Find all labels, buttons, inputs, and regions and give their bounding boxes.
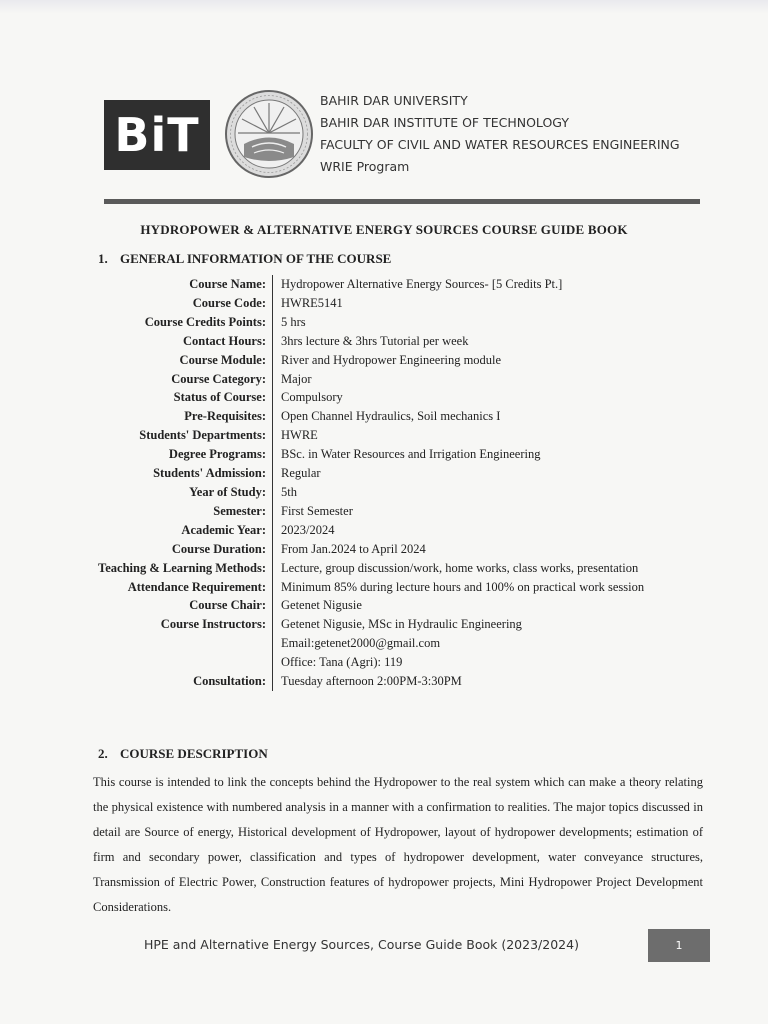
row-label: Course Duration:: [96, 540, 273, 559]
table-row: [96, 332, 716, 351]
institute-name: BAHIR DAR INSTITUTE OF TECHNOLOGY: [320, 115, 569, 130]
university-name: BAHIR DAR UNIVERSITY: [320, 93, 468, 108]
row-label: Course Credits Points:: [96, 313, 273, 332]
footer-text: HPE and Alternative Energy Sources, Course Guide Book (2023/2024): [144, 937, 579, 952]
row-label: Contact Hours:: [96, 332, 273, 351]
table-row: [96, 370, 716, 389]
row-label: [96, 634, 273, 653]
table-row: [96, 294, 716, 313]
table-row: [96, 313, 716, 332]
row-label: Attendance Requirement:: [96, 578, 273, 597]
table-row: [96, 559, 716, 578]
row-value: 2023/2024: [281, 522, 335, 537]
course-description: This course is intended to link the concepts behind the Hydropower to the real system which can make a theory relating the physical existence with numbered analysis in a manner with a confirmation to realities. The major topics discussed in detail are Source of energy, Historical development of Hydropower, layout of hydropower developments; estimation of firm and secondary power, classification and types of hydropower development, water conveyance structures, Transmission of Electric Power, Construction features of hydropower projects, Mini Hydropower Project Development Considerations.: [93, 775, 703, 914]
row-value: First Semester: [281, 503, 353, 518]
row-label: Degree Programs:: [96, 445, 273, 464]
university-seal-icon: [224, 89, 314, 179]
institution-block: [320, 90, 680, 178]
row-label: Academic Year:: [96, 521, 273, 540]
table-row: [96, 388, 716, 407]
row-value: Tuesday afternoon 2:00PM-3:30PM: [281, 674, 462, 689]
section-1-number: 1.: [98, 251, 108, 266]
row-value: Compulsory: [281, 390, 343, 405]
table-row: [96, 596, 716, 615]
row-value: Email:getenet2000@gmail.com: [281, 636, 441, 651]
row-value: Office: Tana (Agri): 119: [281, 655, 403, 670]
row-value: HWRE5141: [281, 295, 343, 310]
header-divider: [104, 199, 700, 204]
section-2-heading: [98, 746, 268, 762]
table-row: [96, 521, 716, 540]
row-value: 5 hrs: [281, 314, 306, 329]
row-label: Course Chair:: [96, 596, 273, 615]
section-1-title: GENERAL INFORMATION OF THE COURSE: [120, 251, 392, 266]
row-value: Regular: [281, 466, 321, 481]
row-label: [96, 653, 273, 672]
table-row: [96, 615, 716, 634]
bit-logo: BiT: [104, 100, 210, 170]
section-2-title: COURSE DESCRIPTION: [120, 746, 268, 761]
table-row: [96, 653, 716, 672]
table-row: [96, 351, 716, 370]
table-row: [96, 502, 716, 521]
row-value: HWRE: [281, 428, 318, 443]
table-row: [96, 464, 716, 483]
row-label: Course Module:: [96, 351, 273, 370]
row-label: Course Instructors:: [96, 615, 273, 634]
table-row: [96, 407, 716, 426]
faculty-name: FACULTY OF CIVIL AND WATER RESOURCES ENGINEERING: [320, 137, 680, 152]
row-value: Major: [281, 371, 312, 386]
row-value: River and Hydropower Engineering module: [281, 352, 502, 367]
section-2-number: 2.: [98, 746, 108, 761]
row-label: Consultation:: [96, 672, 273, 691]
row-label: Year of Study:: [96, 483, 273, 502]
row-label: Students' Admission:: [96, 464, 273, 483]
row-value: Hydropower Alternative Energy Sources- [5 Credits Pt.]: [281, 277, 563, 291]
row-value: Getenet Nigusie, MSc in Hydraulic Engineering: [281, 617, 522, 632]
row-label: Students' Departments:: [96, 426, 273, 445]
row-value: Lecture, group discussion/work, home works, class works, presentation: [281, 560, 639, 575]
row-value: 5th: [281, 484, 297, 499]
table-row: [96, 578, 716, 597]
table-row: [96, 634, 716, 653]
row-value: Minimum 85% during lecture hours and 100% on practical work session: [281, 579, 645, 594]
page-number: 1: [648, 929, 710, 962]
table-row: [96, 275, 716, 294]
row-value: Getenet Nigusie: [281, 598, 362, 613]
row-label: Pre-Requisites:: [96, 407, 273, 426]
row-label: Course Code:: [96, 294, 273, 313]
row-label: Course Category:: [96, 370, 273, 389]
row-value: Open Channel Hydraulics, Soil mechanics I: [281, 409, 501, 424]
row-value: From Jan.2024 to April 2024: [281, 541, 426, 556]
table-row: [96, 672, 716, 691]
course-info-table: [96, 275, 716, 691]
row-label: Teaching & Learning Methods:: [96, 559, 273, 578]
section-1-heading: [98, 251, 391, 267]
table-row: [96, 426, 716, 445]
program-name: WRIE Program: [320, 159, 410, 174]
row-value: 3hrs lecture & 3hrs Tutorial per week: [281, 333, 469, 348]
row-value: BSc. in Water Resources and Irrigation Engineering: [281, 447, 541, 462]
row-label: Status of Course:: [96, 388, 273, 407]
document-title: HYDROPOWER & ALTERNATIVE ENERGY SOURCES COURSE GUIDE BOOK: [140, 222, 628, 237]
row-label: Semester:: [96, 502, 273, 521]
row-label: Course Name:: [96, 275, 273, 294]
table-row: [96, 445, 716, 464]
table-row: [96, 540, 716, 559]
scan-edge: [0, 0, 768, 14]
table-row: [96, 483, 716, 502]
